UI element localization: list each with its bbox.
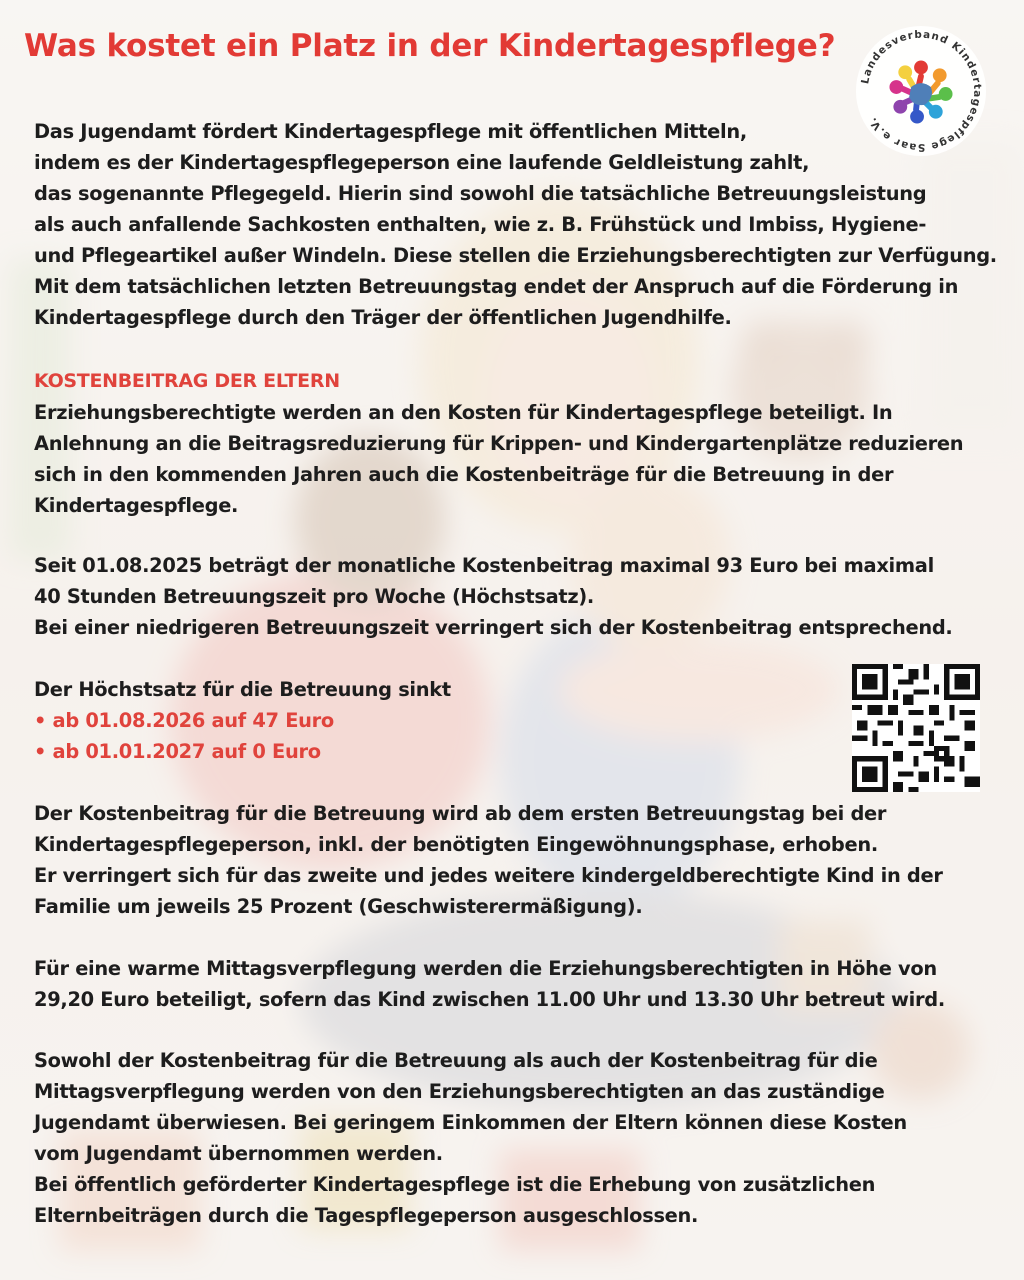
reduction-item: • ab 01.08.2026 auf 47 Euro xyxy=(34,709,334,732)
collection-paragraph: Der Kostenbeitrag für die Betreuung wird ab dem ersten Betreuungstag bei der Kindertagespflegeperson, inkl. der benötigten Eingewöhnungsphase, erhoben. Er verringert sich für das zweite und jedes weitere kindergeldberechtigte Kind in der Familie um jeweils 25 Prozent (Geschwisterermäßigung). xyxy=(34,802,943,918)
intro-paragraph: Das Jugendamt fördert Kindertagespflege mit öffentlichen Mitteln, indem es der Kindertagespflegeperson eine laufende Geldleistung zahlt, das sogenannte Pflegegeld. Hierin sind sowohl die tatsächliche Betreuungsleistung als auch anfallende Sachkosten enthalten, wie z. B. Frühstück und Imbiss, Hygiene- und Pflegeartikel außer Windeln. Diese stellen die Erziehungsberechtigten zur Verfügung. Mit dem tatsächlichen letzten Betreuungstag endet der Anspruch auf die Förderung in Kindertagespflege durch den Träger der öffentlichen Jugendhilfe. xyxy=(34,120,997,329)
meals-paragraph: Für eine warme Mittagsverpflegung werden die Erziehungsberechtigten in Höhe von 29,20 Euro beteiligt, sofern das Kind zwischen 11.00 Uhr und 13.30 Uhr betreut wird. xyxy=(34,957,945,1011)
reduction-item: • ab 01.01.2027 auf 0 Euro xyxy=(34,740,321,763)
section-heading: KOSTENBEITRAG DER ELTERN xyxy=(34,370,340,392)
qr-code[interactable] xyxy=(852,664,980,792)
rate-reduction-list: Der Höchstsatz für die Betreuung sinkt • ab 01.08.2026 auf 47 Euro • ab 01.01.2027 auf 0 Euro xyxy=(34,674,451,767)
svg-text:Landesverband Kindertagespfleg: Landesverband Kindertagespflege Saar e.V. xyxy=(859,28,984,154)
payment-paragraph: Sowohl der Kostenbeitrag für die Betreuung als auch der Kostenbeitrag für die Mittagsverpflegung werden von den Erziehungsberechtigten an das zuständige Jugendamt überwiesen. Bei geringem Einkommen der Eltern können diese Kosten vom Jugendamt übernommen werden. Bei öffentlich geförderter Kindertagespflege ist die Erhebung von zusätzlichen Elternbeiträgen durch die Tagespflegeperson ausgeschlossen. xyxy=(34,1049,907,1227)
cost-contribution-section: KOSTENBEITRAG DER ELTERN Erziehungsberechtigte werden an den Kosten für Kindertagespflege beteiligt. In Anlehnung an die Beitragsreduzierung für Krippen- und Kindergartenplätze reduzieren sich in den kommenden Jahren auch die Kostenbeiträge für die Betreuung in der Kindertagespflege. xyxy=(34,366,963,521)
current-rate-paragraph: Seit 01.08.2025 beträgt der monatliche Kostenbeitrag maximal 93 Euro bei maximal 40 Stunden Betreuungszeit pro Woche (Höchstsatz). Bei einer niedrigeren Betreuungszeit verringert sich der Kostenbeitrag entsprechend. xyxy=(34,554,953,639)
page-title: Was kostet ein Platz in der Kindertagespflege? xyxy=(24,28,836,64)
